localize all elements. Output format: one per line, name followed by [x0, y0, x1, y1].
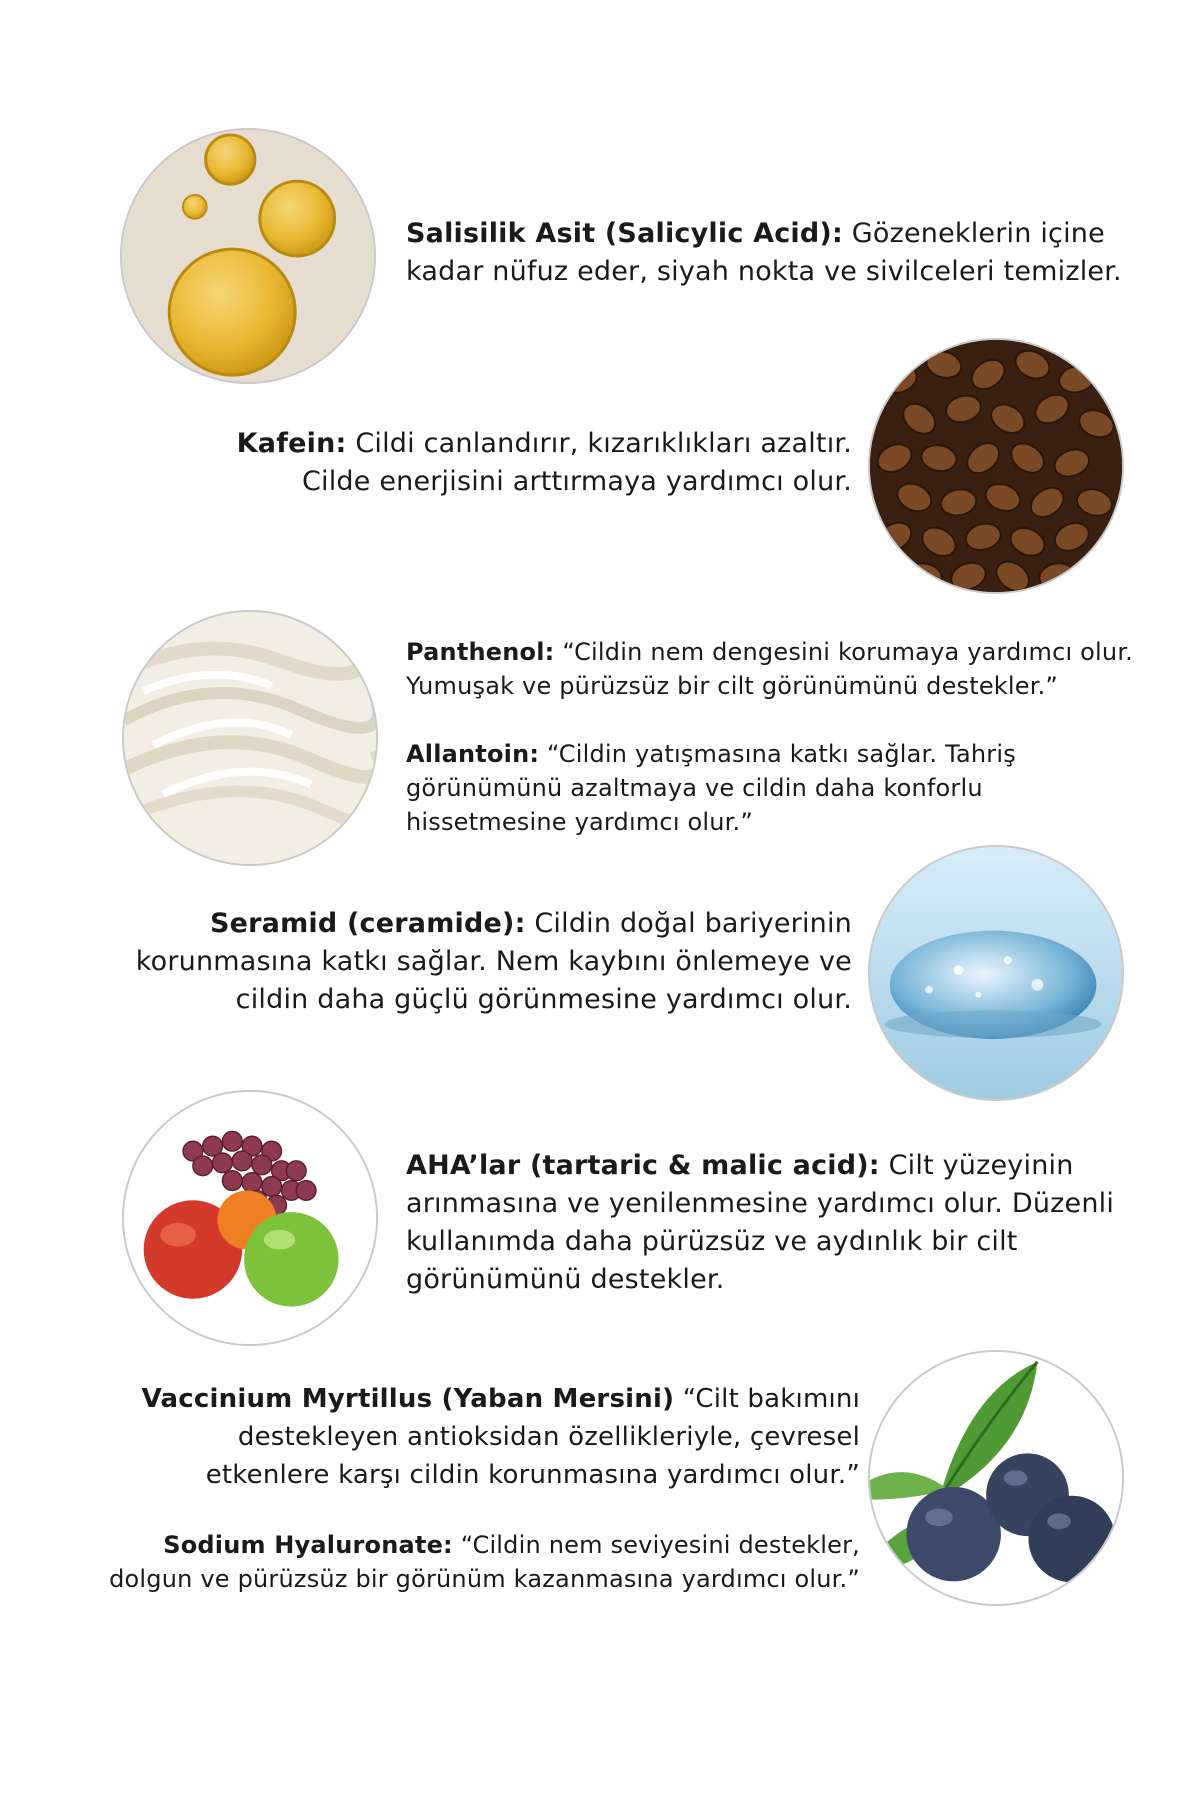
ingredient-desc: “Cilt bakımını [682, 1384, 860, 1414]
ingredient-name: Kafein: [236, 428, 347, 459]
ingredient-desc: kadar nüfuz eder, siyah nokta ve sivilceleri temizler. [406, 256, 1122, 287]
ingredient-desc: “Cildin nem seviyesini destekler, [460, 1531, 860, 1559]
ingredient-name: Salisilik Asit (Salicylic Acid): [406, 218, 843, 249]
ingredient-desc: kullanımda daha pürüzsüz ve aydınlık bir cilt [406, 1226, 1018, 1257]
ingredient-desc: Cilde enerjisini arttırmaya yardımcı olur. [301, 466, 852, 497]
fruits-icon [122, 1090, 378, 1346]
ingredient-desc: destekleyen antioksidan özellikleriyle, çevresel [237, 1422, 860, 1452]
ingredient-ceramide [92, 905, 852, 1019]
ingredient-desc: hissetmesine yardımcı olur.” [406, 808, 754, 836]
ingredient-desc: Yumuşak ve pürüzsüz bir cilt görünümünü destekler.” [406, 672, 1059, 700]
ingredient-desc: cildin daha güçlü görünmesine yardımcı olur. [235, 984, 852, 1015]
coffee-beans-icon [868, 338, 1124, 594]
ingredient-desc: korunmasına katkı sağlar. Nem kaybını önlemeye ve [135, 946, 852, 977]
ingredient-desc: Gözeneklerin içine [851, 218, 1105, 249]
ingredient-salicylic-acid [406, 215, 1122, 291]
ingredient-name: Seramid (ceramide): [210, 908, 526, 939]
ingredient-name: AHA’lar (tartaric & malic acid): [406, 1150, 880, 1181]
ingredient-desc: etkenlere karşı cildin korunmasına yardımcı olur.” [205, 1460, 860, 1490]
ingredient-caffeine [152, 425, 852, 501]
cream-texture-icon [122, 610, 378, 866]
ingredient-aha [406, 1147, 1114, 1299]
ingredient-name: Panthenol: [406, 638, 555, 666]
ingredient-desc: “Cildin nem dengesini korumaya yardımcı olur. [562, 638, 1134, 666]
ingredient-name: Sodium Hyaluronate: [163, 1531, 453, 1559]
ingredient-blueberry-hyaluronate [40, 1380, 860, 1596]
oil-drops-icon [120, 128, 376, 384]
ingredient-desc: dolgun ve pürüzsüz bir görünüm kazanmasına yardımcı olur.” [109, 1565, 860, 1593]
ingredient-desc: “Cildin yatışmasına katkı sağlar. Tahriş [547, 740, 1016, 768]
ingredient-desc: görünümünü destekler. [406, 1264, 725, 1295]
ingredient-desc: Cildin doğal bariyerinin [534, 908, 852, 939]
ingredient-desc: Cilt yüzeyinin [888, 1150, 1074, 1181]
ingredient-name: Vaccinium Myrtillus (Yaban Mersini) [141, 1384, 675, 1414]
ingredient-panthenol-allantoin [406, 635, 1133, 839]
ingredient-name: Allantoin: [406, 740, 540, 768]
ingredient-desc: görünümünü azaltmaya ve cildin daha konforlu [406, 774, 983, 802]
ingredient-desc: arınmasına ve yenilenmesine yardımcı olur. Düzenli [406, 1188, 1115, 1219]
ingredient-desc: Cildi canlandırır, kızarıklıkları azaltır. [355, 428, 852, 459]
water-gel-icon [868, 845, 1124, 1101]
blueberry-icon [868, 1350, 1124, 1606]
